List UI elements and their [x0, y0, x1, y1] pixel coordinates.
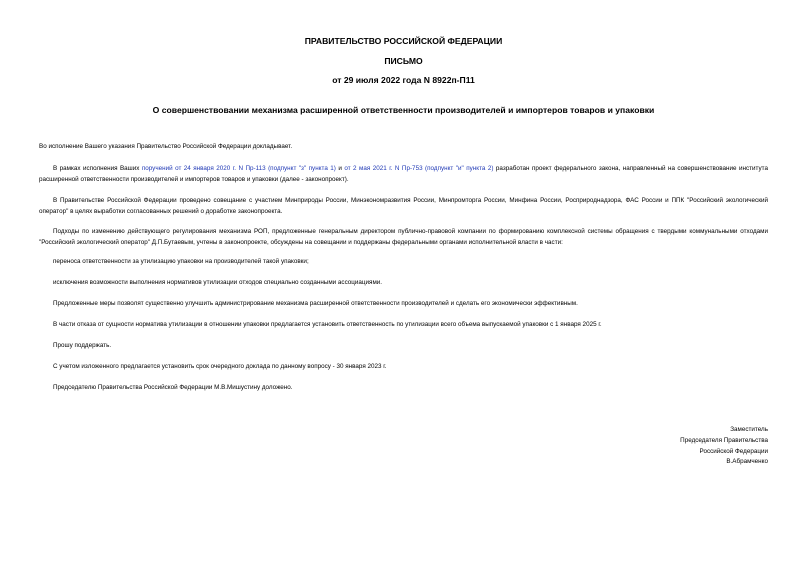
paragraph-4: Подходы по изменению действующего регулирования механизма РОП, предложенные генеральным директором публично-правовой компании по формированию комплексной системы обращения с твердыми коммунальными отходами "Российский экологический оператор" Д.П.Бутаевым, учтены в законопроекте, обсуждены на совещании и поддержаны федеральными органами исполнительной власти в части:	[39, 228, 768, 246]
signature-line-3: Российской Федерации	[699, 447, 768, 455]
org-heading: ПРАВИТЕЛЬСТВО РОССИЙСКОЙ ФЕДЕРАЦИИ	[304, 36, 503, 46]
signature-block	[548, 425, 768, 468]
paragraph-9: Прошу поддержать.	[53, 342, 112, 349]
paragraph-2	[39, 164, 768, 185]
paragraph-8: В части отказа от сущности норматива утилизации в отношении упаковки предлагается установить ответственность по утилизации всего объема выпускаемой упаковки с 1 января 2025 г.	[53, 321, 602, 328]
paragraph-2-text-1: В рамках исполнения Ваших	[53, 165, 142, 172]
paragraph-5: переноса ответственности за утилизацию упаковки на производителей такой упаковки;	[53, 258, 309, 265]
paragraph-11: Председателю Правительства Российской Федерации М.В.Мишустину доложено.	[53, 384, 293, 391]
paragraph-1: Во исполнение Вашего указания Правительство Российской Федерации докладывает.	[39, 143, 293, 150]
paragraph-7: Предложенные меры позволят существенно улучшить администрирование механизма расширенной ответственности производителей и сделать его экономически эффективным.	[53, 300, 578, 307]
paragraph-6: исключения возможности выполнения нормативов утилизации отходов специально созданными ассоциациями.	[53, 279, 383, 286]
paragraph-3: В Правительстве Российской Федерации проведено совещание с участием Минприроды России, Минэкономразвития России, Минпромторга России, Минфина России, Росприроднадзора, ФАС России и ППК "Российский экологический оператор" в целях выработки согласованных решений о доработке законопроекта.	[39, 197, 768, 215]
paragraph-2-text-2: и	[335, 165, 345, 172]
signature-line-1: Заместитель	[730, 426, 768, 433]
subject-heading: О совершенствовании механизма расширенной ответственности производителей и импортеров товаров и упаковки	[152, 105, 655, 115]
date-number-heading: от 29 июля 2022 года N 8922п-П11	[332, 75, 475, 85]
paragraph-2-text-3: разработан проект федерального закона, направленный на совершенствование института расширенной ответственности производителей и импортеров товаров и упаковки (далее - законопроект).	[39, 165, 768, 183]
doc-type-heading: ПИСЬМО	[384, 56, 423, 66]
signature-line-2: Председателя Правительства	[680, 436, 768, 444]
signature-name: В.Абрамченко	[726, 458, 768, 466]
instruction-link-1[interactable]: поручений от 24 января 2020 г. N Пр-113 (подпункт "з" пункта 1)	[141, 165, 336, 172]
instruction-link-2[interactable]: от 2 мая 2021 г. N Пр-753 (подпункт "и" пункта 2)	[344, 165, 494, 172]
paragraph-10: С учетом изложенного предлагается установить срок очередного доклада по данному вопросу - 30 января 2023 г.	[53, 363, 387, 370]
